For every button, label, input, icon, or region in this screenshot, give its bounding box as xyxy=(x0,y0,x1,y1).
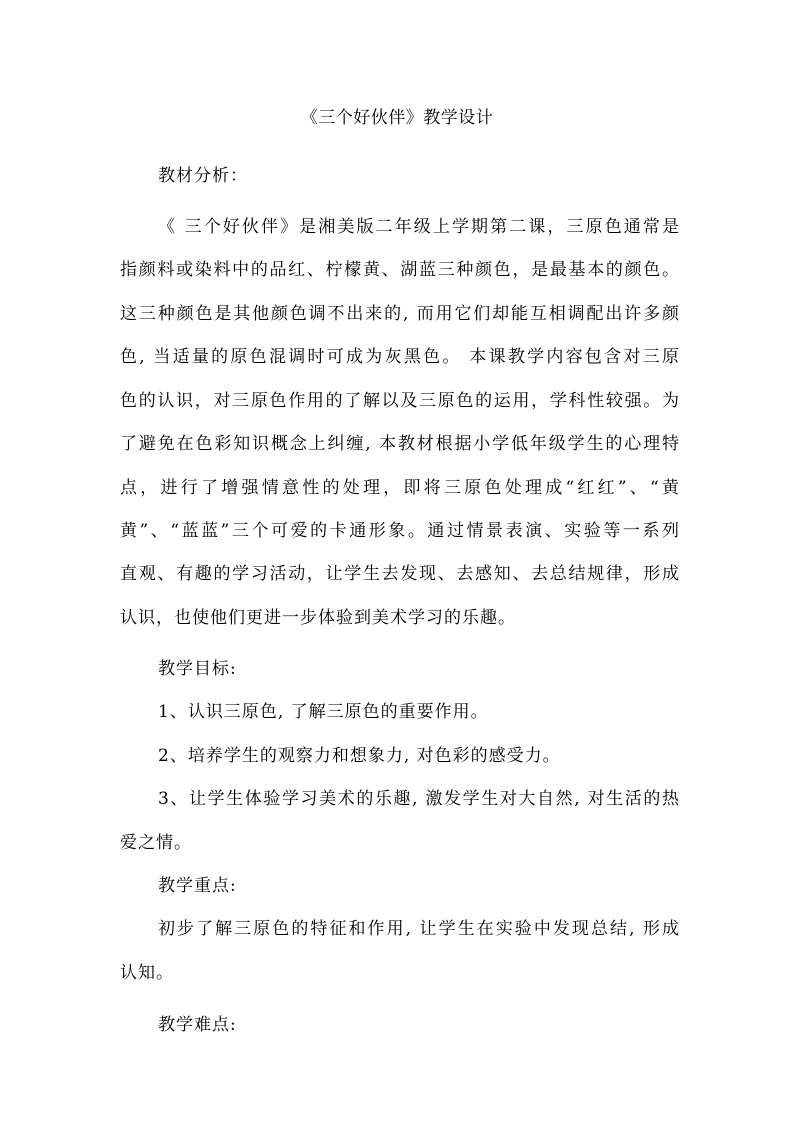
document-title: 《三个好伙伴》教学设计 xyxy=(300,108,494,128)
analysis-line: 黄”、“蓝蓝”三个可爱的卡通形象。通过情景表演、实验等一系列 xyxy=(120,521,680,541)
key-point-line: 认知。 xyxy=(120,963,174,983)
key-point-line: 初步了解三原色的特征和作用, 让学生在实验中发现总结, 形成 xyxy=(158,919,680,939)
analysis-line: 这三种颜色是其他颜色调不出来的, 而用它们却能互相调配出许多颜 xyxy=(120,304,680,324)
analysis-line: 点，进行了增强情意性的处理，即将三原色处理成“红红”、“黄 xyxy=(120,478,680,498)
goal-item: 爱之情。 xyxy=(120,833,192,853)
analysis-line: 色的认识，对三原色作用的了解以及三原色的运用，学科性较强。为 xyxy=(120,391,680,411)
goal-item: 2、培养学生的观察力和想象力, 对色彩的感受力。 xyxy=(158,746,561,766)
analysis-line: 认识，也使他们更进一步体验到美术学习的乐趣。 xyxy=(120,608,516,628)
section-heading-analysis: 教材分析： xyxy=(158,166,248,186)
analysis-line: 直观、有趣的学习活动，让学生去发现、去感知、去总结规律，形成 xyxy=(120,564,680,584)
goal-item: 1、认识三原色, 了解三原色的重要作用。 xyxy=(158,702,489,722)
analysis-line: 色, 当适量的原色混调时可成为灰黑色。 本课教学内容包含对三原 xyxy=(120,347,680,367)
section-heading-key-points: 教学重点: xyxy=(158,876,237,896)
analysis-line: 了避免在色彩知识概念上纠缠, 本教材根据小学低年级学生的心理特 xyxy=(120,434,680,454)
analysis-line: 《 三个好伙伴》是湘美版二年级上学期第二课，三原色通常是 xyxy=(158,217,680,237)
section-heading-difficulty: 教学难点: xyxy=(158,1015,237,1035)
analysis-line: 指颜料或染料中的品红、柠檬黄、湖蓝三种颜色，是最基本的颜色。 xyxy=(120,260,680,280)
goal-item: 3、让学生体验学习美术的乐趣, 激发学生对大自然, 对生活的热 xyxy=(158,789,680,809)
section-heading-goals: 教学目标: xyxy=(158,659,237,679)
